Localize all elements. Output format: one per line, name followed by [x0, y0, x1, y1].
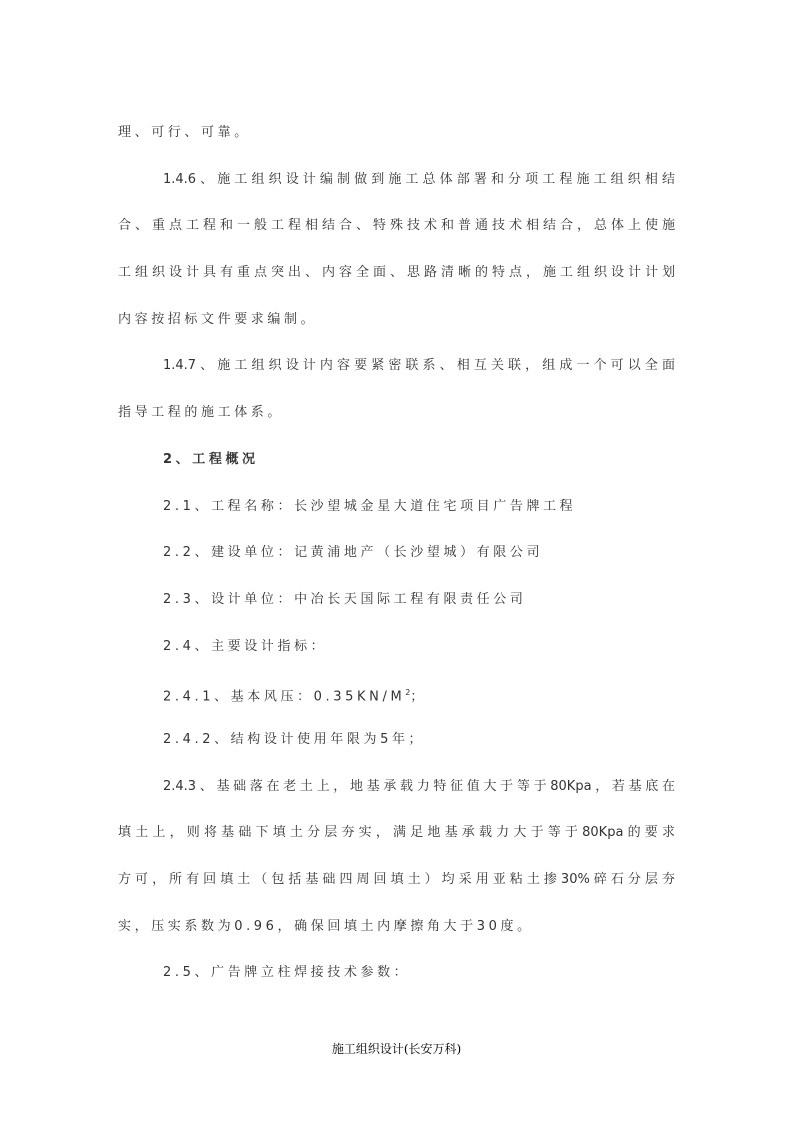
text-line: 2.1、工程名称：长沙望城金星大道住宅项目广告牌工程: [163, 498, 577, 514]
superscript: 2: [405, 688, 411, 698]
page-footer: 施工组织设计(长安万科): [331, 1042, 462, 1056]
text-line: 2.2、建设单位：记黄浦地产（长沙望城）有限公司: [163, 545, 544, 561]
text-line: 理、可行、可靠。: [118, 125, 251, 140]
text-line: 填土上，则将基础下填土分层夯实，满足地基承载力大于等于80Kpa的要求: [118, 825, 675, 841]
text-line: 实，压实系数为0.96，确保回填土内摩擦角大于30度。: [118, 918, 534, 934]
section-heading: 2、工程概况: [163, 451, 259, 467]
text-line: 2.4、主要设计指标：: [163, 638, 328, 654]
text-line: 合、重点工程和一般工程相结合、特殊技术和普通技术相结合，总体上使施: [118, 218, 675, 234]
text-line: 指导工程的施工体系。: [118, 405, 285, 421]
text-span: ；: [410, 689, 427, 705]
text-line: 工组织设计具有重点突出、内容全面、思路清晰的特点，施工组织设计计划: [118, 265, 675, 281]
text-span: 2.4.1、基本风压：0.35KN/M: [163, 689, 406, 705]
document-body: [118, 122, 675, 1009]
text-line: 内容按招标文件要求编制。: [118, 311, 318, 327]
text-line: 1.4.6、施工组织设计编制做到施工总体部署和分项工程施工组织相结: [163, 171, 675, 187]
text-line: 方可，所有回填土（包括基础四周回填土）均采用亚粘土掺30%碎石分层夯: [118, 872, 675, 887]
text-line: 2.4.3、基础落在老土上，地基承载力特征值大于等于80Kpa，若基底在: [163, 778, 675, 794]
text-line: 2.4.2、结构设计使用年限为5年；: [163, 731, 426, 747]
text-line: 2.3、设计单位：中冶长天国际工程有限责任公司: [163, 591, 527, 607]
text-line: 2.5、广告牌立柱焊接技术参数：: [163, 965, 411, 981]
text-line: [118, 682, 675, 729]
text-line: 1.4.7、施工组织设计内容要紧密联系、相互关联，组成一个可以全面: [163, 358, 675, 374]
